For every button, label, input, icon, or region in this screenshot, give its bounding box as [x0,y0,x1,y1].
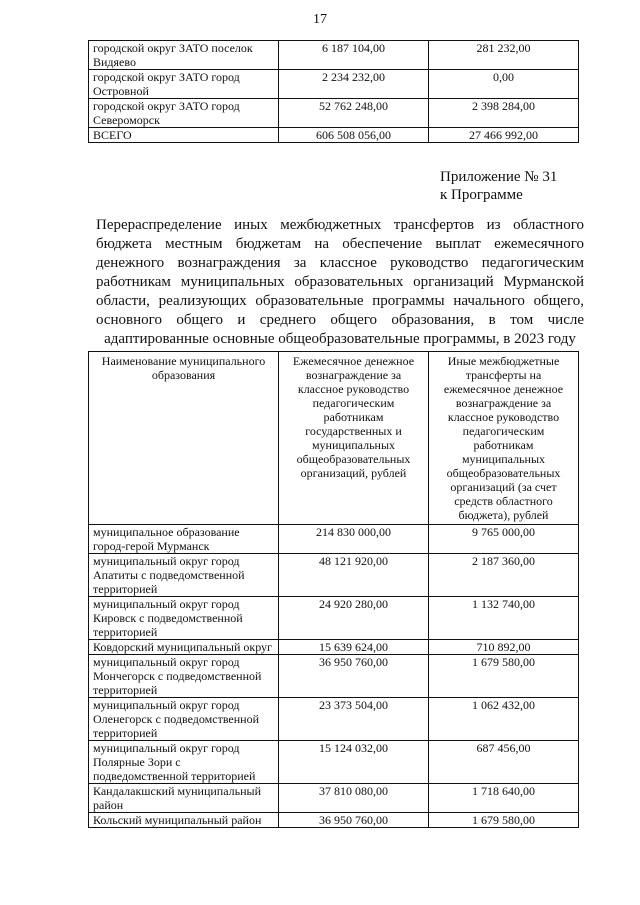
amount-total: 15 124 032,00 [279,741,429,784]
table-row [89,784,579,813]
amount-regional: 1 132 740,00 [429,597,579,640]
amount-total: 15 639 624,00 [279,640,429,655]
document-title: Перераспределение иных межбюджетных трансфертов из областного бюджета местным бюджетам на обеспечение выплат ежемесячного денежного вознаграждения за классное руководство педагогическим работникам муниципальных образовательных организаций Мурманской области, реализующих образовательные программы начального общего, основного общего и среднего общего образования, в том числе адаптированные основные общеобразовательные программы, в 2023 году [96,217,584,347]
municipality-name: Ковдорский муниципальный округ [89,640,279,655]
appendix-reference: к Программе [440,187,523,203]
municipality-name: муниципальное образование город-герой Мурманск [89,525,279,554]
header-interbudget-transfers: Иные межбюджетные трансферты на ежемесячное денежное вознаграждение за классное руководство педагогическим работникам муниципальных общеобразовательных организаций (за счет средств областного бюджета), рублей [429,352,579,525]
table-row [89,741,579,784]
amount-regional: 1 679 580,00 [429,813,579,828]
table-row [89,640,579,655]
municipality-name: городской округ ЗАТО поселок Видяево [89,41,279,70]
total-label: ВСЕГО [89,128,279,143]
municipality-name: муниципальный округ город Апатиты с подведомственной территорией [89,554,279,597]
amount-total: 36 950 760,00 [279,655,429,698]
appendix-header [440,168,557,204]
amount-regional: 2 187 360,00 [429,554,579,597]
table-row [89,554,579,597]
amount-regional: 1 718 640,00 [429,784,579,813]
total-amount: 606 508 056,00 [279,128,429,143]
table-row [89,70,579,99]
municipality-name: муниципальный округ город Полярные Зори с подведомственной территорией [89,741,279,784]
municipality-name: городской округ ЗАТО город Островной [89,70,279,99]
amount-regional: 2 398 284,00 [429,99,579,128]
table-row [89,41,579,70]
municipality-name: Кандалакшский муниципальный район [89,784,279,813]
distribution-table [88,351,579,828]
amount-total: 214 830 000,00 [279,525,429,554]
amount-regional: 710 892,00 [429,640,579,655]
municipality-name: муниципальный округ город Кировск с подведомственной территорией [89,597,279,640]
header-monthly-reward: Ежемесячное денежное вознаграждение за классное руководство педагогическим работникам государственных и муниципальных общеобразовательных организаций, рублей [279,352,429,525]
total-row [89,128,579,143]
table-row [89,813,579,828]
amount-regional: 687 456,00 [429,741,579,784]
municipality-name: муниципальный округ город Мончегорск с подведомственной территорией [89,655,279,698]
amount-regional: 9 765 000,00 [429,525,579,554]
municipality-name: муниципальный округ город Оленегорск с подведомственной территорией [89,698,279,741]
table-row [89,597,579,640]
municipality-name: городской округ ЗАТО город Североморск [89,99,279,128]
total-amount-regional: 27 466 992,00 [429,128,579,143]
page-number: 17 [313,12,327,27]
amount-total: 6 187 104,00 [279,41,429,70]
amount-regional: 1 062 432,00 [429,698,579,741]
table-header-row [89,352,579,525]
amount-regional: 1 679 580,00 [429,655,579,698]
amount-regional: 0,00 [429,70,579,99]
table-row [89,698,579,741]
table-row [89,655,579,698]
amount-regional: 281 232,00 [429,41,579,70]
amount-total: 23 373 504,00 [279,698,429,741]
continuation-table [88,40,579,143]
amount-total: 52 762 248,00 [279,99,429,128]
header-municipality: Наименование муниципального образования [89,352,279,525]
municipality-name: Кольский муниципальный район [89,813,279,828]
appendix-number: Приложение № 31 [440,169,558,185]
table-row [89,525,579,554]
amount-total: 24 920 280,00 [279,597,429,640]
amount-total: 48 121 920,00 [279,554,429,597]
amount-total: 37 810 080,00 [279,784,429,813]
table-row [89,99,579,128]
amount-total: 36 950 760,00 [279,813,429,828]
amount-total: 2 234 232,00 [279,70,429,99]
